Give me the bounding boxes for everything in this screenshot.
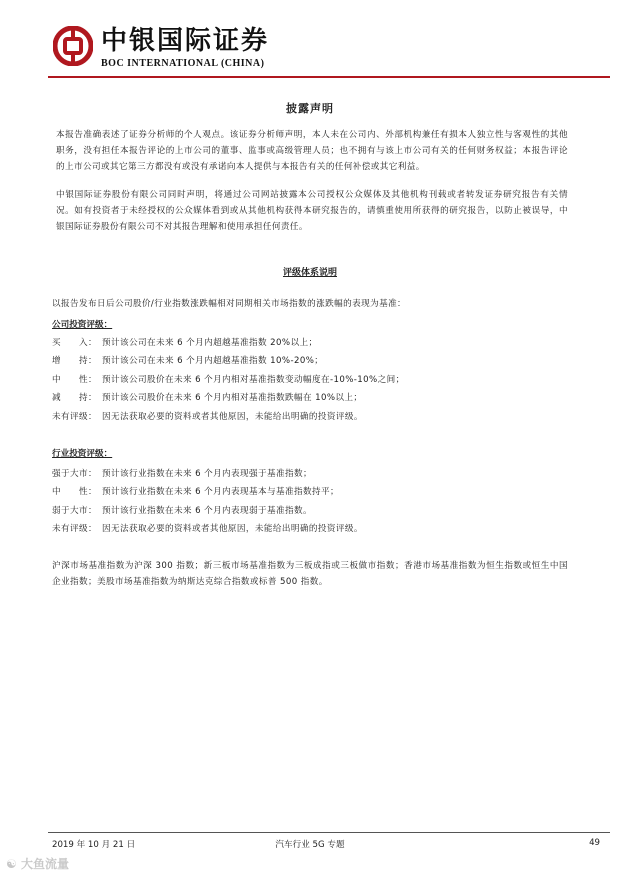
- company-rating-row: [52, 410, 363, 424]
- rating-text: 预计该行业指数在未来 6 个月内表现强于基准指数；: [102, 469, 312, 479]
- rating-text: 因无法获取必要的资料或者其他原因，未能给出明确的投资评级。: [102, 412, 363, 422]
- rating-label: 增 持：: [52, 356, 97, 366]
- rating-label: 弱于大市：: [52, 506, 97, 516]
- disclosure-paragraph-1: 本报告准确表述了证券分析师的个人观点。该证券分析师声明，本人未在公司内、外部机构兼任有损本人独立性与客观性的其他职务，没有担任本报告评论的上市公司的董事、监事或高级管理人员；也不拥有与该上市公司有关的任何财务权益；本报告评论的上市公司或其它第三方都没有或没有承诺向本人提供与本报告有关的任何补偿或其它利益。: [56, 130, 568, 172]
- industry-rating-row: [52, 467, 312, 481]
- company-rating-row: [52, 354, 323, 368]
- company-rating-title: 公司投资评级：: [52, 320, 113, 330]
- footer-report-title: 汽车行业 5G 专题: [275, 840, 345, 850]
- boc-logo-icon: [53, 26, 93, 66]
- disclosure-paragraph-2: 中银国际证券股份有限公司同时声明，将通过公司网站披露本公司授权公众媒体及其他机构刊载或者转发证券研究报告有关情况。如有投资者于未经授权的公众媒体看到或从其他机构获得本研究报告的，请慎重使用所获得的研究报告，以防止被误导，中银国际证券股份有限公司不对其报告理解和使用承担任何责任。: [56, 190, 568, 232]
- page-title: 披露声明: [286, 102, 334, 115]
- rating-text: 预计该公司股价在未来 6 个月内相对基准指数变动幅度在-10%-10%之间；: [102, 375, 405, 385]
- rating-intro: 以报告发布日后公司股价/行业指数涨跌幅相对同期相关市场指数的涨跌幅的表现为基准：: [52, 299, 407, 309]
- rating-label: 未有评级：: [52, 412, 97, 422]
- brand-name-cn: 中银国际证券: [101, 26, 270, 56]
- rating-text: 预计该行业指数在未来 6 个月内表现基本与基准指数持平；: [102, 487, 339, 497]
- rating-text: 预计该行业指数在未来 6 个月内表现弱于基准指数。: [102, 506, 312, 516]
- industry-rating-row: [52, 522, 363, 536]
- rating-label: 强于大市：: [52, 469, 97, 479]
- rating-label: 中 性：: [52, 487, 97, 497]
- watermark-icon: ☯: [6, 857, 17, 871]
- watermark-text: 大鱼流量: [20, 857, 69, 871]
- footer-divider: [48, 832, 610, 833]
- rating-text: 预计该公司在未来 6 个月内超越基准指数 20%以上；: [102, 338, 318, 348]
- rating-text: 预计该公司股价在未来 6 个月内相对基准指数跌幅在 10%以上；: [102, 393, 363, 403]
- rating-label: 未有评级：: [52, 524, 97, 534]
- industry-rating-row: [52, 485, 339, 499]
- company-rating-row: [52, 336, 317, 350]
- page-number: 49: [589, 838, 600, 848]
- header-divider: [48, 76, 610, 78]
- rating-section-title: 评级体系说明: [282, 268, 337, 278]
- rating-label: 减 持：: [52, 393, 97, 403]
- rating-text: 因无法获取必要的资料或者其他原因，未能给出明确的投资评级。: [102, 524, 363, 534]
- footer-date: 2019 年 10 月 21 日: [52, 840, 136, 850]
- brand-name-en: BOC INTERNATIONAL (CHINA): [101, 58, 265, 69]
- benchmark-paragraph: 沪深市场基准指数为沪深 300 指数；新三板市场基准指数为三板成指或三板做市指数；香港市场基准指数为恒生指数或恒生中国企业指数；美股市场基准指数为纳斯达克综合指数或标普 500 指数。: [52, 561, 568, 587]
- report-header: [48, 18, 608, 78]
- industry-rating-title: 行业投资评级：: [52, 449, 113, 459]
- rating-label: 买 入：: [52, 338, 97, 348]
- company-rating-row: [52, 391, 362, 405]
- rating-text: 预计该公司在未来 6 个月内超越基准指数 10%-20%；: [102, 356, 324, 366]
- rating-label: 中 性：: [52, 375, 97, 385]
- industry-rating-row: [52, 504, 312, 518]
- watermark: [6, 855, 69, 872]
- company-rating-row: [52, 373, 405, 387]
